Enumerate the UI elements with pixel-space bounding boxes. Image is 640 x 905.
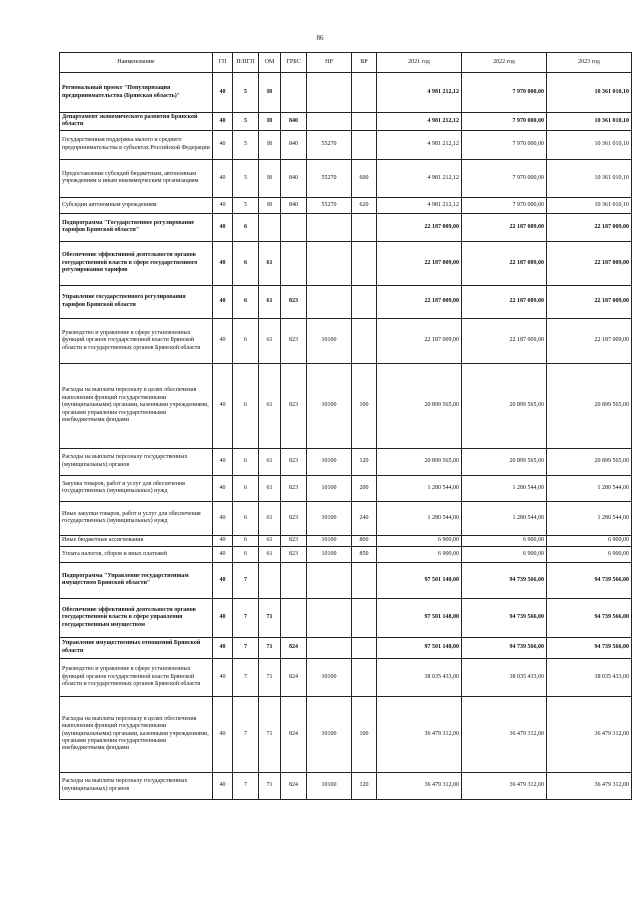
cell-grbs: 824 [281, 658, 307, 696]
cell-2022: 7 970 000,00 [462, 113, 547, 131]
cell-gp: 40 [213, 772, 233, 799]
cell-grbs: 824 [281, 696, 307, 772]
cell-2021: 1 280 544,00 [377, 501, 462, 535]
cell-2022: 22 187 009,00 [462, 241, 547, 285]
cell-2021: 6 900,00 [377, 535, 462, 546]
cell-name: Департамент экономического развития Брянской области [60, 113, 213, 131]
cell-grbs: 824 [281, 637, 307, 658]
cell-name: Уплата налогов, сборов и иных платежей [60, 546, 213, 562]
cell-vr [352, 562, 377, 598]
cell-pgp: 6 [233, 501, 259, 535]
cell-grbs: 840 [281, 130, 307, 159]
cell-vr: 120 [352, 772, 377, 799]
cell-np [307, 73, 352, 113]
cell-np [307, 637, 352, 658]
cell-pgp: 7 [233, 598, 259, 637]
cell-name: Региональный проект "Популяризация предпринимательства (Брянская область)" [60, 73, 213, 113]
cell-gp: 40 [213, 113, 233, 131]
cell-name: Государственная поддержка малого и среднего предпринимательства в субъектах Российской Федерации [60, 130, 213, 159]
cell-gp: 40 [213, 501, 233, 535]
cell-gp: 40 [213, 475, 233, 501]
cell-np: 10100 [307, 318, 352, 363]
cell-2023: 1 280 544,00 [547, 501, 632, 535]
budget-table [59, 52, 632, 800]
cell-2021: 38 035 433,00 [377, 658, 462, 696]
cell-pgp: 6 [233, 285, 259, 318]
cell-2023: 36 479 312,00 [547, 772, 632, 799]
cell-vr [352, 637, 377, 658]
cell-grbs: 824 [281, 772, 307, 799]
cell-2023: 6 900,00 [547, 535, 632, 546]
cell-2023: 10 361 010,10 [547, 113, 632, 131]
cell-grbs: 840 [281, 113, 307, 131]
cell-vr: 620 [352, 197, 377, 213]
cell-grbs: 823 [281, 535, 307, 546]
cell-vr [352, 213, 377, 241]
cell-om: 71 [259, 696, 281, 772]
header-np: НР [307, 53, 352, 73]
cell-grbs: 823 [281, 546, 307, 562]
cell-om: 71 [259, 658, 281, 696]
cell-gp: 40 [213, 637, 233, 658]
cell-gp: 40 [213, 73, 233, 113]
cell-2022: 36 479 312,00 [462, 696, 547, 772]
cell-pgp: 5 [233, 130, 259, 159]
table-row [60, 637, 632, 658]
cell-2022: 36 479 312,00 [462, 772, 547, 799]
cell-vr: 100 [352, 363, 377, 448]
cell-2023: 38 035 433,00 [547, 658, 632, 696]
cell-2021: 97 501 148,00 [377, 562, 462, 598]
table-header-row [60, 53, 632, 73]
cell-2023: 22 187 009,00 [547, 241, 632, 285]
cell-name: Управление государственного регулирования тарифов Брянской области [60, 285, 213, 318]
cell-2021: 20 899 565,00 [377, 363, 462, 448]
cell-np: 55270 [307, 130, 352, 159]
cell-gp: 40 [213, 658, 233, 696]
table-row [60, 285, 632, 318]
cell-2023: 94 739 566,00 [547, 562, 632, 598]
cell-name: Управление имущественных отношений Брянской области [60, 637, 213, 658]
cell-2021: 22 187 009,00 [377, 213, 462, 241]
cell-om: 61 [259, 475, 281, 501]
cell-2021: 22 187 009,00 [377, 318, 462, 363]
cell-pgp: 6 [233, 363, 259, 448]
cell-name: Обеспечение эффективной деятельности органов государственной власти в сфере государственного регулирования тарифов [60, 241, 213, 285]
cell-2022: 1 280 544,00 [462, 475, 547, 501]
cell-np: 55270 [307, 197, 352, 213]
cell-gp: 40 [213, 213, 233, 241]
cell-gp: 40 [213, 318, 233, 363]
cell-2022: 94 739 566,00 [462, 637, 547, 658]
table-row [60, 241, 632, 285]
cell-grbs: 823 [281, 318, 307, 363]
cell-om: 61 [259, 501, 281, 535]
cell-gp: 40 [213, 448, 233, 475]
cell-2021: 22 187 009,00 [377, 285, 462, 318]
cell-vr [352, 285, 377, 318]
cell-vr [352, 73, 377, 113]
cell-gp: 40 [213, 130, 233, 159]
cell-2022: 7 970 000,00 [462, 130, 547, 159]
cell-grbs: 823 [281, 501, 307, 535]
cell-vr: 200 [352, 475, 377, 501]
cell-gp: 40 [213, 159, 233, 197]
cell-np [307, 113, 352, 131]
cell-2022: 20 899 565,00 [462, 448, 547, 475]
cell-om: 61 [259, 546, 281, 562]
cell-om: 61 [259, 363, 281, 448]
header-2022: 2022 год [462, 53, 547, 73]
cell-om: I8 [259, 130, 281, 159]
cell-pgp: 5 [233, 113, 259, 131]
cell-2022: 22 187 009,00 [462, 213, 547, 241]
cell-2023: 94 739 566,00 [547, 637, 632, 658]
cell-pgp: 7 [233, 658, 259, 696]
cell-np: 10100 [307, 772, 352, 799]
cell-name: Обеспечение эффективной деятельности органов государственной власти в сфере управления государственным имуществом [60, 598, 213, 637]
cell-2021: 97 501 148,00 [377, 637, 462, 658]
header-2021: 2021 год [377, 53, 462, 73]
cell-2023: 6 900,00 [547, 546, 632, 562]
cell-name: Иные бюджетные ассигнования [60, 535, 213, 546]
table-row [60, 130, 632, 159]
table-row [60, 197, 632, 213]
table-row [60, 213, 632, 241]
cell-2021: 4 981 212,12 [377, 159, 462, 197]
cell-grbs: 840 [281, 197, 307, 213]
cell-vr [352, 130, 377, 159]
header-grbs: ГРБС [281, 53, 307, 73]
cell-vr: 240 [352, 501, 377, 535]
cell-2023: 10 361 010,10 [547, 130, 632, 159]
table-row [60, 159, 632, 197]
cell-gp: 40 [213, 546, 233, 562]
cell-gp: 40 [213, 562, 233, 598]
cell-vr: 100 [352, 696, 377, 772]
header-name: Наименование [60, 53, 213, 73]
cell-grbs [281, 562, 307, 598]
cell-vr [352, 113, 377, 131]
cell-name: Руководство и управление в сфере установленных функций органов государственной власти Брянской области и государственных органов Брянской области [60, 658, 213, 696]
cell-name: Подпрограмма "Государственное регулирование тарифов Брянской области" [60, 213, 213, 241]
cell-np: 10100 [307, 535, 352, 546]
cell-np [307, 285, 352, 318]
cell-np [307, 598, 352, 637]
cell-2021: 4 981 212,12 [377, 197, 462, 213]
cell-gp: 40 [213, 241, 233, 285]
cell-pgp: 5 [233, 197, 259, 213]
cell-name: Расходы на выплаты персоналу в целях обеспечения выполнения функций государственными (муниципальными) органами, казенными учреждениями, органами управления государственными внебюджетными фондами [60, 363, 213, 448]
cell-om [259, 213, 281, 241]
header-pgp: П/ПГП [233, 53, 259, 73]
cell-np: 55270 [307, 159, 352, 197]
cell-np [307, 241, 352, 285]
cell-pgp: 5 [233, 73, 259, 113]
table-row [60, 501, 632, 535]
cell-2023: 1 280 544,00 [547, 475, 632, 501]
cell-vr [352, 598, 377, 637]
cell-2022: 7 970 000,00 [462, 73, 547, 113]
cell-2021: 4 981 212,12 [377, 113, 462, 131]
cell-name: Подпрограмма "Управление государственным имуществом Брянской области" [60, 562, 213, 598]
cell-pgp: 7 [233, 772, 259, 799]
cell-om: 71 [259, 637, 281, 658]
cell-grbs [281, 213, 307, 241]
cell-pgp: 6 [233, 448, 259, 475]
cell-gp: 40 [213, 285, 233, 318]
cell-pgp: 6 [233, 213, 259, 241]
cell-name: Предоставление субсидий бюджетным, автономным учреждениям и иным некоммерческим организациям [60, 159, 213, 197]
cell-gp: 40 [213, 363, 233, 448]
cell-np [307, 213, 352, 241]
cell-2022: 22 187 009,00 [462, 318, 547, 363]
cell-grbs: 823 [281, 363, 307, 448]
cell-np: 10100 [307, 363, 352, 448]
table-row [60, 696, 632, 772]
cell-2023: 94 739 566,00 [547, 598, 632, 637]
cell-2021: 1 280 544,00 [377, 475, 462, 501]
cell-2021: 20 899 565,00 [377, 448, 462, 475]
cell-2022: 20 899 565,00 [462, 363, 547, 448]
table-row [60, 363, 632, 448]
cell-om: 61 [259, 241, 281, 285]
cell-2022: 7 970 000,00 [462, 159, 547, 197]
table-row [60, 598, 632, 637]
cell-om: 71 [259, 772, 281, 799]
cell-om: 61 [259, 285, 281, 318]
cell-pgp: 6 [233, 475, 259, 501]
table-row [60, 546, 632, 562]
cell-2023: 22 187 009,00 [547, 318, 632, 363]
table-row [60, 772, 632, 799]
cell-2021: 22 187 009,00 [377, 241, 462, 285]
cell-2023: 22 187 009,00 [547, 285, 632, 318]
cell-grbs [281, 241, 307, 285]
page-number: 86 [316, 34, 324, 42]
cell-name: Расходы на выплаты персоналу государственных (муниципальных) органов [60, 772, 213, 799]
cell-pgp: 7 [233, 637, 259, 658]
header-gp: ГП [213, 53, 233, 73]
cell-np [307, 562, 352, 598]
cell-2021: 4 981 212,12 [377, 73, 462, 113]
cell-2023: 10 361 010,10 [547, 73, 632, 113]
cell-name: Расходы на выплаты персоналу в целях обеспечения выполнения функций государственными (муниципальными) органами, казенными учреждениями, органами управления государственными внебюджетными фондами [60, 696, 213, 772]
cell-vr [352, 658, 377, 696]
cell-vr [352, 241, 377, 285]
cell-grbs: 823 [281, 448, 307, 475]
cell-2022: 7 970 000,00 [462, 197, 547, 213]
cell-2021: 97 501 148,00 [377, 598, 462, 637]
cell-vr [352, 318, 377, 363]
cell-np: 10100 [307, 501, 352, 535]
cell-2023: 10 361 010,10 [547, 159, 632, 197]
cell-2021: 4 981 212,12 [377, 130, 462, 159]
table-row [60, 658, 632, 696]
cell-om: I8 [259, 73, 281, 113]
cell-2022: 22 187 009,00 [462, 285, 547, 318]
cell-2022: 94 739 566,00 [462, 562, 547, 598]
cell-vr: 600 [352, 159, 377, 197]
cell-gp: 40 [213, 598, 233, 637]
cell-gp: 40 [213, 535, 233, 546]
cell-pgp: 5 [233, 159, 259, 197]
cell-pgp: 7 [233, 696, 259, 772]
cell-2023: 22 187 009,00 [547, 213, 632, 241]
cell-om: 61 [259, 448, 281, 475]
table-row [60, 562, 632, 598]
cell-2022: 6 900,00 [462, 546, 547, 562]
cell-2023: 20 899 565,00 [547, 448, 632, 475]
cell-gp: 40 [213, 197, 233, 213]
cell-vr: 800 [352, 535, 377, 546]
cell-grbs: 823 [281, 475, 307, 501]
cell-pgp: 6 [233, 535, 259, 546]
cell-om: I8 [259, 159, 281, 197]
table-row [60, 448, 632, 475]
cell-om: 61 [259, 535, 281, 546]
cell-np: 10100 [307, 658, 352, 696]
cell-2023: 20 899 565,00 [547, 363, 632, 448]
cell-om [259, 562, 281, 598]
cell-name: Расходы на выплаты персоналу государственных (муниципальных) органов [60, 448, 213, 475]
cell-om: I8 [259, 197, 281, 213]
cell-2021: 6 900,00 [377, 546, 462, 562]
cell-2023: 10 361 010,10 [547, 197, 632, 213]
cell-2022: 94 739 566,00 [462, 598, 547, 637]
cell-pgp: 6 [233, 546, 259, 562]
cell-grbs: 823 [281, 285, 307, 318]
cell-np: 10100 [307, 448, 352, 475]
cell-om: 71 [259, 598, 281, 637]
table-row [60, 113, 632, 131]
cell-name: Субсидии автономным учреждениям [60, 197, 213, 213]
cell-np: 10100 [307, 696, 352, 772]
cell-vr: 850 [352, 546, 377, 562]
cell-2022: 1 280 544,00 [462, 501, 547, 535]
cell-vr: 120 [352, 448, 377, 475]
cell-name: Закупка товаров, работ и услуг для обеспечения государственных (муниципальных) нужд [60, 475, 213, 501]
cell-2021: 36 479 312,00 [377, 772, 462, 799]
header-vr: ВР [352, 53, 377, 73]
cell-2022: 6 900,00 [462, 535, 547, 546]
header-om: ОМ [259, 53, 281, 73]
cell-2021: 36 479 312,00 [377, 696, 462, 772]
cell-np: 10100 [307, 475, 352, 501]
cell-gp: 40 [213, 696, 233, 772]
cell-pgp: 6 [233, 318, 259, 363]
cell-np: 10100 [307, 546, 352, 562]
cell-grbs [281, 73, 307, 113]
table-row [60, 73, 632, 113]
table-row [60, 475, 632, 501]
cell-name: Руководство и управление в сфере установленных функций органов государственной власти Брянской области и государственных органов Брянской области [60, 318, 213, 363]
cell-pgp: 6 [233, 241, 259, 285]
table-row [60, 535, 632, 546]
table-row [60, 318, 632, 363]
cell-grbs: 840 [281, 159, 307, 197]
header-2023: 2023 год [547, 53, 632, 73]
cell-2022: 38 035 433,00 [462, 658, 547, 696]
cell-name: Иные закупки товаров, работ и услуг для обеспечения государственных (муниципальных) нужд [60, 501, 213, 535]
cell-om: I8 [259, 113, 281, 131]
cell-2023: 36 479 312,00 [547, 696, 632, 772]
cell-grbs [281, 598, 307, 637]
cell-om: 61 [259, 318, 281, 363]
cell-pgp: 7 [233, 562, 259, 598]
